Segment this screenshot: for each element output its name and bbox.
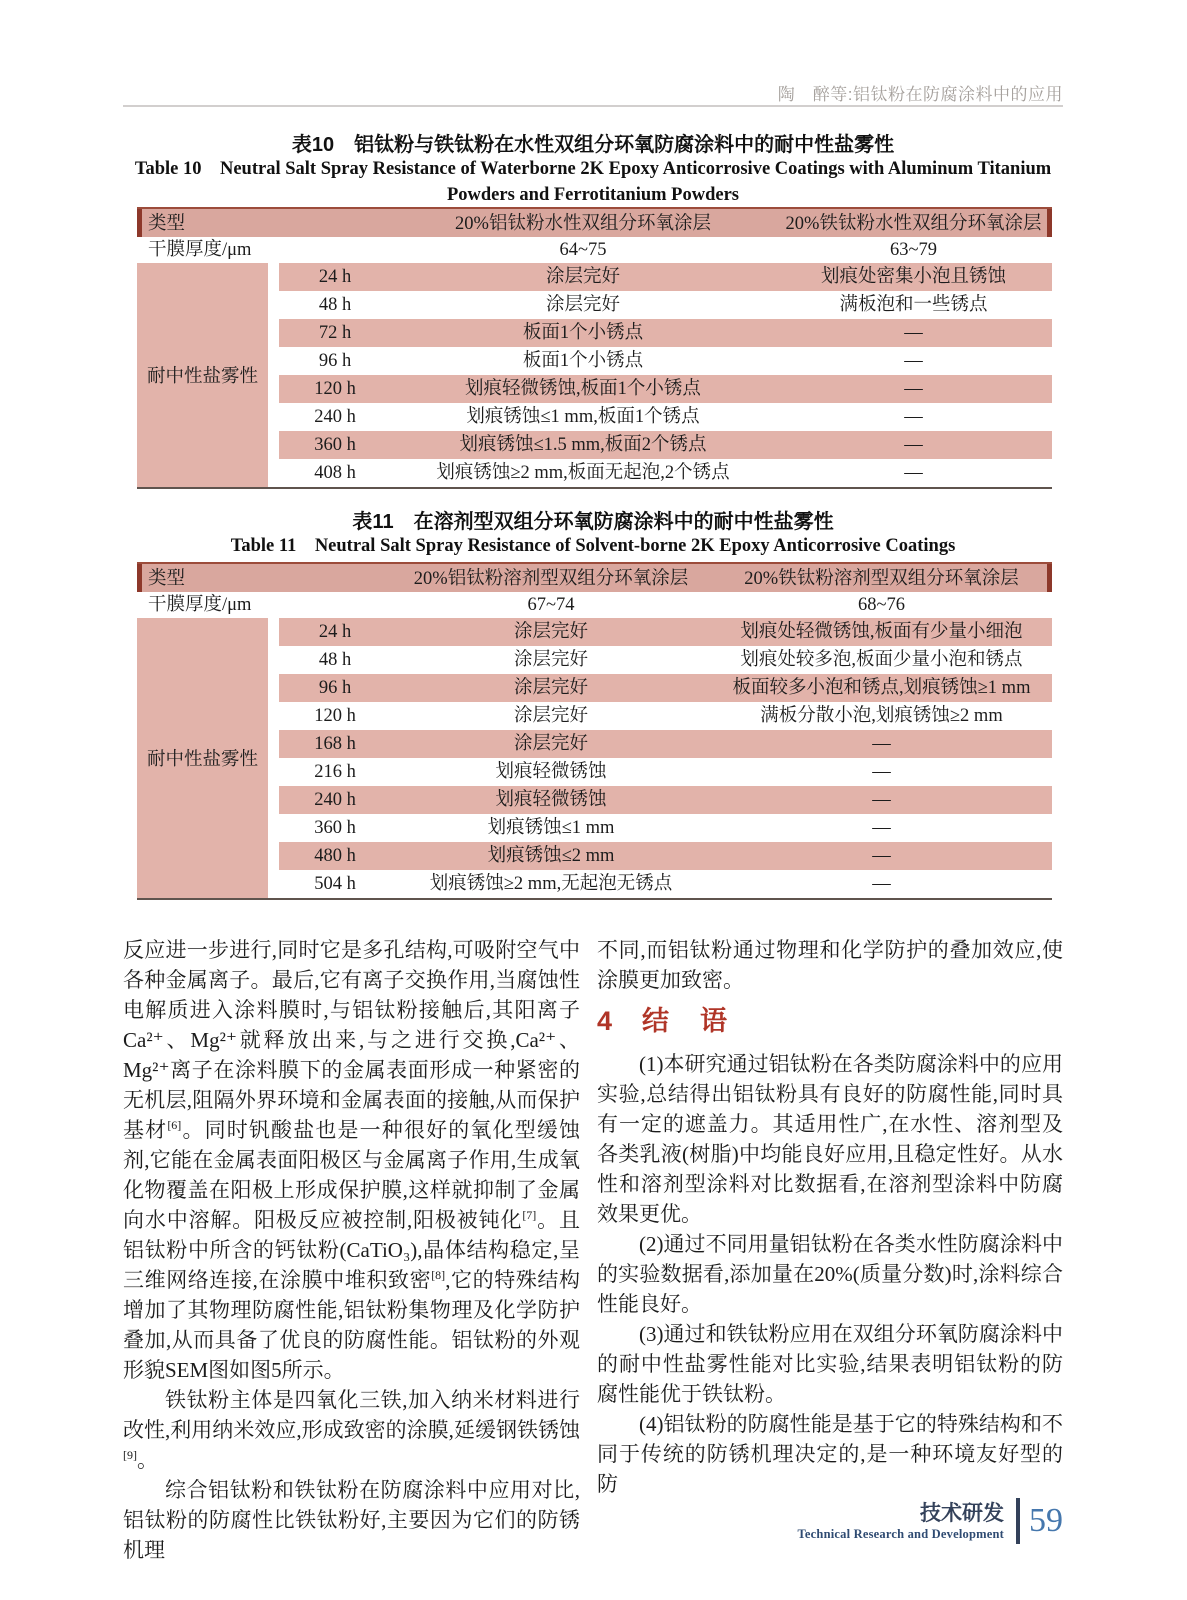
table-row bbox=[279, 646, 1052, 674]
table10-caption-en bbox=[123, 156, 1063, 208]
result-cell: 涂层完好 bbox=[513, 650, 588, 670]
result-cell: 板面较多小泡和锈点,划痕锈蚀≥1 mm bbox=[732, 678, 1031, 698]
table11-thickness-row bbox=[137, 592, 1052, 618]
result-cell: — bbox=[872, 790, 891, 810]
result-cell: 划痕锈蚀≥2 mm,无起泡无锈点 bbox=[429, 874, 673, 894]
time-cell: 48 h bbox=[318, 295, 352, 315]
time-cell: 216 h bbox=[314, 762, 356, 782]
table11-caption-en: Table 11 Neutral Salt Spray Resistance of Solvent-borne 2K Epoxy Anticorrosive Coatings bbox=[230, 536, 956, 556]
table10-header-row bbox=[137, 207, 1052, 237]
table10-body bbox=[137, 263, 1052, 489]
page-footer bbox=[798, 1498, 1063, 1544]
time-cell: 120 h bbox=[314, 706, 356, 726]
table-row bbox=[279, 403, 1052, 431]
table-row bbox=[279, 730, 1052, 758]
table11-body bbox=[137, 618, 1052, 900]
time-cell: 168 h bbox=[314, 734, 356, 754]
table-row bbox=[279, 674, 1052, 702]
table11-header-row bbox=[137, 562, 1052, 592]
table11-caption-zh: 表11 在溶剂型双组分环氧防腐涂料中的耐中性盐雾性 bbox=[352, 511, 834, 533]
time-cell: 96 h bbox=[318, 678, 352, 698]
table-row bbox=[279, 702, 1052, 730]
table-row bbox=[279, 263, 1052, 291]
body-column-right bbox=[597, 935, 1063, 1499]
running-head: 陶 醉等:铝钛粉在防腐涂料中的应用 bbox=[777, 85, 1063, 104]
type-header-cell: 类型 bbox=[148, 214, 186, 234]
time-cell: 24 h bbox=[318, 622, 352, 642]
result-cell: 划痕轻微锈蚀 bbox=[495, 790, 607, 810]
paragraph: (4)铝钛粉的防腐性能是基于它的特殊结构和不同于传统的防锈机理决定的,是一种环境友好型的防 bbox=[597, 1412, 1063, 1496]
result-cell: — bbox=[872, 734, 891, 754]
thickness-value: 63~79 bbox=[889, 240, 937, 260]
result-cell: 板面1个小锈点 bbox=[522, 323, 644, 343]
time-cell: 72 h bbox=[318, 323, 352, 343]
result-cell: 满板泡和一些锈点 bbox=[839, 295, 988, 315]
aluminum-titanium-column-header: 20%铝钛粉水性双组分环氧涂层 bbox=[455, 214, 711, 234]
table-row bbox=[279, 870, 1052, 898]
table-row bbox=[279, 814, 1052, 842]
result-cell: — bbox=[904, 435, 923, 455]
table10-caption-en-line2: Powders and Ferrotitanium Powders bbox=[446, 185, 740, 205]
ferrotitanium-column-header: 20%铁钛粉溶剂型双组分环氧涂层 bbox=[744, 569, 1019, 589]
table-row bbox=[279, 786, 1052, 814]
paragraph: 反应进一步进行,同时它是多孔结构,可吸附空气中各种金属离子。最后,它有离子交换作用,当腐蚀性电解质进入涂料膜时,与铝钛粉接触后,其阳离子Ca²⁺、Mg²⁺就释放出来,与之进行交换,Ca²⁺、Mg²⁺离子在涂料膜下的金属表面形成一种紧密的无机层,阻隔外界环境和金属表面的接触,从而保护基材[6]。同时钒酸盐也是一种很好的氧化型缓蚀剂,它能在金属表面阳极区与金属离子作用,生成氧化物覆盖在阳极上形成保护膜,这样就抑制了金属向水中溶解。阳极反应被控制,阳极被钝化[7]。且铝钛粉中所含的钙钛粉(CaTiO₃),晶体结构稳定,呈三维网络连接,在涂膜中堆积致密[8],它的特殊结构增加了其物理防腐性能,铝钛粉集物理及化学防护叠加,从而具备了优良的防腐性能。铝钛粉的外观形貌SEM图如图5所示。 bbox=[123, 938, 581, 1382]
table-row bbox=[279, 459, 1052, 487]
section-heading bbox=[597, 1004, 1063, 1038]
footer-section-zh: 技术研发 bbox=[920, 1501, 1004, 1525]
page-number: 59 bbox=[1029, 1502, 1063, 1539]
thickness-label: 干膜厚度/μm bbox=[148, 595, 252, 615]
thickness-value: 68~76 bbox=[857, 595, 905, 615]
result-cell: — bbox=[904, 351, 923, 371]
result-cell: 涂层完好 bbox=[545, 267, 620, 287]
table10 bbox=[137, 207, 1052, 489]
paragraph: 综合铝钛粉和铁钛粉在防腐涂料中应用对比,铝钛粉的防腐性比铁钛粉好,主要因为它们的防锈机理 bbox=[123, 1478, 580, 1562]
table-row bbox=[279, 375, 1052, 403]
result-cell: 涂层完好 bbox=[545, 295, 620, 315]
table-row bbox=[279, 618, 1052, 646]
time-cell: 480 h bbox=[314, 846, 356, 866]
time-cell: 96 h bbox=[318, 351, 352, 371]
result-cell: 划痕轻微锈蚀,板面1个小锈点 bbox=[465, 379, 701, 399]
result-cell: 涂层完好 bbox=[513, 706, 588, 726]
result-cell: 涂层完好 bbox=[513, 734, 588, 754]
header-divider bbox=[123, 105, 1063, 107]
result-cell: 划痕处密集小泡且锈蚀 bbox=[820, 267, 1006, 287]
section-title: 结 语 bbox=[642, 1006, 730, 1036]
result-cell: 划痕处轻微锈蚀,板面有少量小细泡 bbox=[740, 622, 1023, 642]
result-cell: 板面1个小锈点 bbox=[522, 351, 644, 371]
result-cell: — bbox=[872, 874, 891, 894]
table-row bbox=[279, 291, 1052, 319]
result-cell: — bbox=[904, 379, 923, 399]
paragraph: (1)本研究通过铝钛粉在各类防腐涂料中的应用实验,总结得出铝钛粉具有良好的防腐性能,同时具有一定的遮盖力。其适用性广,在水性、溶剂型及各类乳液(树脂)中均能良好应用,且稳定性好。从水性和溶剂型涂料对比数据看,在溶剂型涂料中防腐效果更优。 bbox=[597, 1052, 1063, 1226]
result-cell: 涂层完好 bbox=[513, 678, 588, 698]
salt-spray-row-group-label: 耐中性盐雾性 bbox=[137, 618, 268, 898]
paragraph: 铁钛粉主体是四氧化三铁,加入纳米材料进行改性,利用纳米效应,形成致密的涂膜,延缓钢铁锈蚀[9]。 bbox=[123, 1388, 580, 1472]
result-cell: — bbox=[904, 407, 923, 427]
time-cell: 408 h bbox=[314, 463, 356, 483]
time-cell: 360 h bbox=[314, 818, 356, 838]
section-number: 4 bbox=[597, 1006, 613, 1036]
time-cell: 240 h bbox=[314, 790, 356, 810]
result-cell: 划痕锈蚀≤1.5 mm,板面2个锈点 bbox=[459, 435, 707, 455]
table-row bbox=[279, 758, 1052, 786]
result-cell: 划痕轻微锈蚀 bbox=[495, 762, 607, 782]
table-row bbox=[279, 319, 1052, 347]
ferrotitanium-column-header: 20%铁钛粉水性双组分环氧涂层 bbox=[785, 214, 1042, 234]
table-row bbox=[279, 431, 1052, 459]
paragraph: 不同,而铝钛粉通过物理和化学防护的叠加效应,使涂膜更加致密。 bbox=[597, 938, 1063, 992]
table11 bbox=[137, 562, 1052, 900]
thickness-value: 67~74 bbox=[527, 595, 575, 615]
aluminum-titanium-column-header: 20%铝钛粉溶剂型双组分环氧涂层 bbox=[413, 569, 689, 589]
table-row bbox=[279, 347, 1052, 375]
footer-section-en: Technical Research and Development bbox=[797, 1526, 1004, 1541]
result-cell: 划痕锈蚀≤1 mm,板面1个锈点 bbox=[466, 407, 700, 427]
result-cell: — bbox=[904, 323, 923, 343]
body-column-left bbox=[123, 935, 580, 1565]
footer-divider bbox=[1016, 1498, 1020, 1544]
salt-spray-row-group-label: 耐中性盐雾性 bbox=[137, 263, 268, 487]
table10-caption-zh: 表10 铝钛粉与铁钛粉在水性双组分环氧防腐涂料中的耐中性盐雾性 bbox=[291, 134, 895, 156]
result-cell: — bbox=[872, 762, 891, 782]
thickness-label: 干膜厚度/μm bbox=[148, 240, 252, 260]
type-header-cell: 类型 bbox=[148, 569, 186, 589]
result-cell: — bbox=[872, 818, 891, 838]
result-cell: — bbox=[872, 846, 891, 866]
table-row bbox=[279, 842, 1052, 870]
result-cell: 划痕锈蚀≤1 mm bbox=[487, 818, 615, 838]
time-cell: 240 h bbox=[314, 407, 356, 427]
result-cell: 满板分散小泡,划痕锈蚀≥2 mm bbox=[760, 706, 1003, 726]
time-cell: 120 h bbox=[314, 379, 356, 399]
time-cell: 360 h bbox=[314, 435, 356, 455]
result-cell: — bbox=[904, 463, 923, 483]
result-cell: 划痕锈蚀≤2 mm bbox=[487, 846, 615, 866]
paragraph: (2)通过不同用量铝钛粉在各类水性防腐涂料中的实验数据看,添加量在20%(质量分数)时,涂料综合性能良好。 bbox=[597, 1232, 1063, 1316]
time-cell: 24 h bbox=[318, 267, 352, 287]
time-cell: 504 h bbox=[314, 874, 356, 894]
result-cell: 涂层完好 bbox=[513, 622, 588, 642]
paragraph: (3)通过和铁钛粉应用在双组分环氧防腐涂料中的耐中性盐雾性能对比实验,结果表明铝钛粉的防腐性能优于铁钛粉。 bbox=[597, 1322, 1063, 1406]
time-cell: 48 h bbox=[318, 650, 352, 670]
table10-thickness-row bbox=[137, 237, 1052, 263]
result-cell: 划痕锈蚀≥2 mm,板面无起泡,2个锈点 bbox=[436, 463, 730, 483]
table10-caption-en-line1: Table 10 Neutral Salt Spray Resistance of Waterborne 2K Epoxy Anticorrosive Coatings with Aluminum Titanium bbox=[134, 159, 1052, 179]
result-cell: 划痕处较多泡,板面少量小泡和锈点 bbox=[740, 650, 1023, 670]
thickness-value: 64~75 bbox=[559, 240, 607, 260]
